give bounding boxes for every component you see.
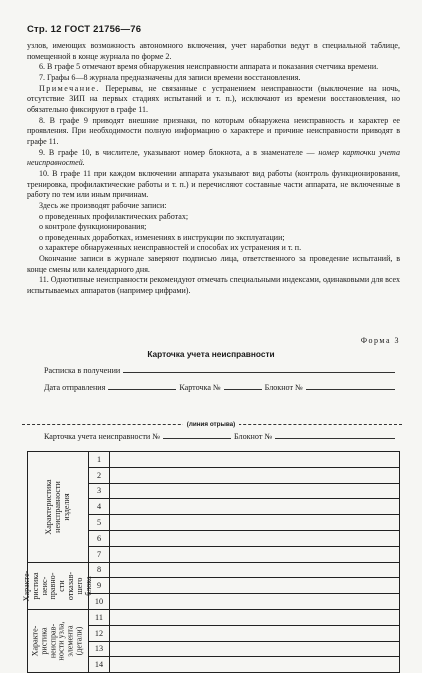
page-header: Стр. 12 ГОСТ 21756—76 xyxy=(27,24,142,35)
paragraph: Здесь же производят рабочие записи: xyxy=(39,200,167,210)
group-label: Характеристика неисправности изделия xyxy=(43,479,71,535)
row-number: 14 xyxy=(89,657,110,673)
notebook-line xyxy=(275,438,395,439)
row-number: 3 xyxy=(89,483,110,499)
list-item: о характере обнаруженных неисправностей и способах их устранения и т. п. xyxy=(39,243,302,253)
card-title: Карточка учета неисправности xyxy=(147,349,275,359)
entry-cell xyxy=(110,483,400,499)
entry-cell xyxy=(110,594,400,610)
row-number: 12 xyxy=(89,625,110,641)
paragraph: 6. В графе 5 отмечают время обнаружения неисправности аппарата и показания счетчика времени. xyxy=(39,62,379,72)
note-text: Перерывы, не связанные с устранением неисправности (выключение на ночь, отсутствие ЗИП на первых стадиях испытаний и т. п.), исключают из времени восстановления, но обязательно фиксируют в графе 11. xyxy=(27,83,400,114)
paragraph: Окончание записи в журнале заверяют подписью лица, ответственного за проведение испытаний, в конце смены или календарного дня. xyxy=(27,254,400,274)
card-number-row xyxy=(44,432,398,441)
paragraph: узлов, имеющих возможность автономного включения, учет наработки ведут в специальной таблице, помещенной в конце журнала по форме 2. xyxy=(27,41,400,61)
form-label: Форма 3 xyxy=(360,336,400,345)
group-label-cell xyxy=(21,562,93,609)
date-sent-line xyxy=(108,389,176,390)
paragraph-part: 9. В графе 10, в числителе, указывают номер блокнота, а в знаменателе — xyxy=(39,147,315,157)
row-number: 9 xyxy=(89,578,110,594)
receipt-row xyxy=(44,366,398,375)
notebook-no-label: Блокнот № xyxy=(264,383,303,392)
group-label-cell xyxy=(28,452,89,563)
notebook-label: Блокнот № xyxy=(233,432,273,441)
dispatch-row xyxy=(44,383,398,392)
row-number: 2 xyxy=(89,467,110,483)
entry-cell xyxy=(110,499,400,515)
paragraph: 10. В графе 11 при каждом включении аппарата указывают вид работы (контроль функционирования, тренировка, профилактические работы и т. п.) и перечисляют составные части аппарата, не включенные в работу по тем или иным причинам. xyxy=(27,168,400,200)
tear-off-label: (линия отрыва) xyxy=(0,421,422,428)
table-row xyxy=(28,609,400,625)
row-number: 11 xyxy=(89,609,110,625)
body-text xyxy=(27,41,400,297)
paragraph xyxy=(27,148,400,169)
entry-cell xyxy=(110,562,400,578)
list-item: о проведенных профилактических работах; xyxy=(39,211,189,221)
table-row xyxy=(28,452,400,468)
row-number: 13 xyxy=(89,641,110,657)
entry-cell xyxy=(110,515,400,531)
card-label: Карточка учета неисправности № xyxy=(44,432,160,441)
row-number: 5 xyxy=(89,515,110,531)
paragraph: 11. Однотипные неисправности рекомендуют отмечать специальными индексами, одинаковыми для всех испытываемых аппаратов (например цифрами). xyxy=(27,275,400,296)
receipt-line xyxy=(123,372,395,373)
group-label-cell xyxy=(28,609,89,672)
note xyxy=(27,84,400,116)
entry-cell xyxy=(110,657,400,673)
paragraph-part-italic: номер карточки учета неисправностей. xyxy=(27,147,400,168)
paragraph: 7. Графы 6—8 журнала предназначены для записи времени восстановления. xyxy=(39,72,301,82)
row-number: 7 xyxy=(89,546,110,562)
card-number-line xyxy=(163,438,231,439)
entry-cell xyxy=(110,609,400,625)
group-label: Характе- ристика неис- правно- сти отказав- шего блока xyxy=(21,570,93,602)
row-number: 1 xyxy=(89,452,110,468)
list-item: о проведенных доработках, изменениях в инструкции по эксплуатации; xyxy=(39,232,285,242)
notebook-no-line xyxy=(306,389,395,390)
card-no-line xyxy=(224,389,262,390)
row-number: 10 xyxy=(89,594,110,610)
entry-cell xyxy=(110,530,400,546)
note-label: Примечание. xyxy=(39,83,100,93)
entry-cell xyxy=(110,452,400,468)
paragraph: 8. В графе 9 приводят внешние признаки, по которым обнаружена неисправность и характер ее проявления. При необходимости полную информацию о характере и причине неисправности приводят в графе 11. xyxy=(27,115,400,146)
entry-cell xyxy=(110,467,400,483)
fault-table xyxy=(21,451,400,673)
entry-cell xyxy=(110,641,400,657)
date-sent-label: Дата отправления xyxy=(44,383,106,392)
list-item: о контроле функционирования; xyxy=(39,222,147,232)
entry-cell xyxy=(110,546,400,562)
row-number: 6 xyxy=(89,530,110,546)
entry-cell xyxy=(110,578,400,594)
group-label: Характе- ристика неиспрaв- ности узла, элемента (детали) xyxy=(30,621,84,661)
row-number: 8 xyxy=(89,562,110,578)
table-row xyxy=(28,562,400,578)
receipt-label: Расписка в получении xyxy=(44,366,121,375)
row-number: 4 xyxy=(89,499,110,515)
card-no-label: Карточка № xyxy=(179,383,221,392)
